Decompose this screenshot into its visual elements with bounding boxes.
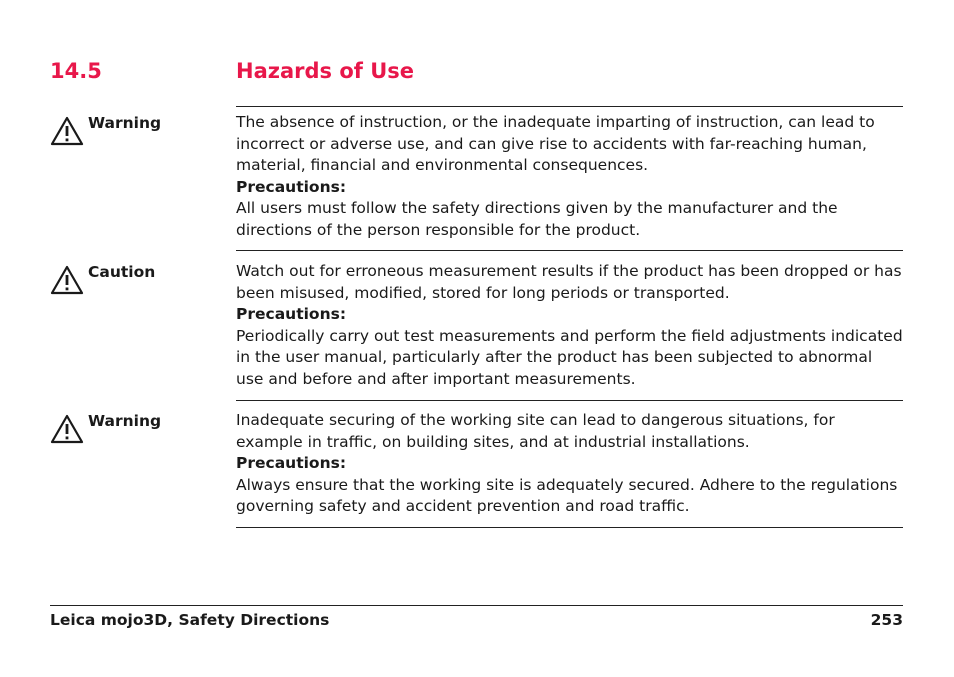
hazard-body	[236, 261, 903, 391]
divider	[236, 250, 903, 251]
precautions-text: All users must follow the safety directions given by the manufacturer and the directions of the person responsible for the product.	[236, 199, 838, 239]
divider	[236, 106, 903, 107]
section-title: Hazards of Use	[236, 59, 415, 83]
precautions-heading: Precautions:	[236, 454, 347, 473]
section-number: 14.5	[50, 59, 102, 83]
page-number: 253	[870, 611, 903, 629]
footer-document-title: Leica mojo3D, Safety Directions	[50, 611, 330, 629]
hazard-description: Watch out for erroneous measurement results if the product has been dropped or has been misused, modified, stored for long periods or transported.	[236, 262, 902, 302]
precautions-text: Periodically carry out test measurements and perform the field adjustments indicated in the user manual, particularly after the product has been subjected to abnormal use and before and after important measurements.	[236, 326, 903, 388]
footer-divider	[50, 605, 903, 606]
divider	[236, 527, 903, 528]
hazard-description: Inadequate securing of the working site can lead to dangerous situations, for example in traffic, on building sites, and at industrial installations.	[236, 411, 835, 451]
warning-triangle-icon	[50, 265, 84, 295]
divider	[236, 400, 903, 401]
precautions-text: Always ensure that the working site is adequately secured. Adhere to the regulations governing safety and accident prevention and road traffic.	[236, 475, 898, 516]
hazard-type: Caution	[88, 263, 156, 281]
hazard-type: Warning	[88, 114, 162, 132]
hazard-label	[50, 112, 230, 146]
hazard-body	[236, 112, 903, 242]
precautions-heading: Precautions:	[236, 305, 347, 324]
warning-triangle-icon	[50, 414, 84, 444]
hazard-type: Warning	[88, 412, 162, 430]
precautions-heading: Precautions:	[236, 177, 347, 196]
hazard-description: The absence of instruction, or the inadequate imparting of instruction, can lead to incorrect or adverse use, and can give rise to accidents with far-reaching human, material, financial and environmental consequences.	[236, 113, 875, 175]
hazard-label	[50, 261, 230, 295]
hazard-label	[50, 410, 230, 444]
warning-triangle-icon	[50, 116, 84, 146]
hazard-body	[236, 410, 903, 518]
